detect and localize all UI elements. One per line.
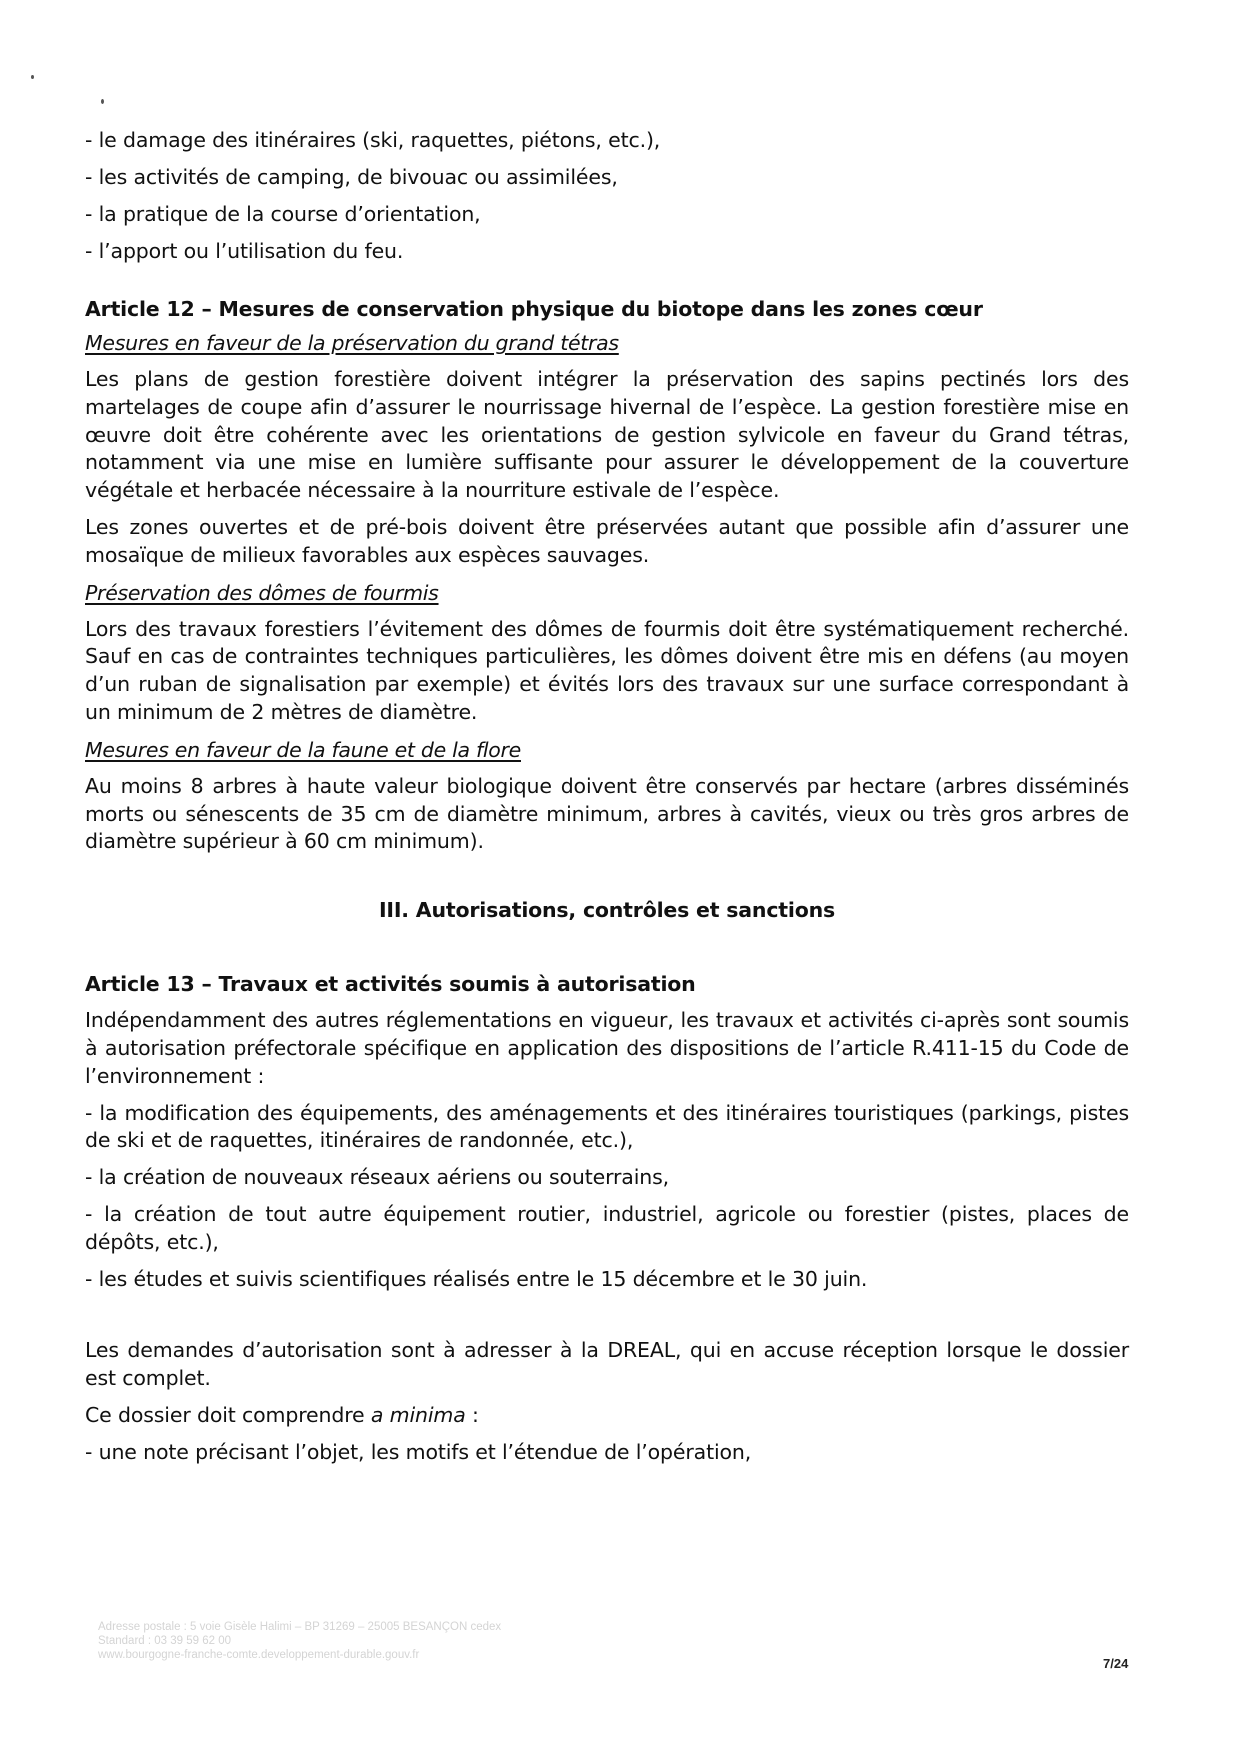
- subsection-heading: Mesures en faveur de la faune et de la flore: [85, 737, 521, 762]
- scan-speck: [31, 75, 34, 79]
- list-item: - une note précisant l’objet, les motifs et l’étendue de l’opération,: [85, 1439, 752, 1464]
- list-item: - la création de tout autre équipement routier, industriel, agricole ou forestier (pistes, places de dépôts, etc.),: [85, 1201, 1129, 1254]
- footer-address: [98, 1620, 501, 1662]
- page-number: 7/24: [1103, 1656, 1129, 1671]
- paragraph: Les plans de gestion forestière doivent intégrer la préservation des sapins pectinés lors des martelages de coupe afin d’assurer le nourrissage hivernal de l’espèce. La gestion forestière mise en œuvre doit être cohérente avec les orientations de gestion sylvicole en faveur du Grand tétras, notamment via une mise en lumière suffisante pour assurer le développement de la couverture végétale et herbacée nécessaire à la nourriture estivale de l’espèce.: [85, 367, 1129, 503]
- list-item: - la pratique de la course d’orientation,: [85, 202, 481, 226]
- scan-speck: [101, 99, 104, 104]
- paragraph: Au moins 8 arbres à haute valeur biologique doivent être conservés par hectare (arbres disséminés morts ou sénescents de 35 cm de diamètre minimum, arbres à cavités, vieux ou très gros arbres de diamètre supérieur à 60 cm minimum).: [85, 773, 1129, 854]
- footer-phone-line: Standard : 03 39 59 62 00: [98, 1635, 231, 1647]
- dossier-intro-suffix: :: [465, 1402, 479, 1427]
- dossier-intro: [85, 1402, 1129, 1430]
- subsection-heading: Mesures en faveur de la préservation du grand tétras: [85, 331, 619, 355]
- list-item: - la modification des équipements, des aménagements et des itinéraires touristiques (parkings, pistes de ski et de raquettes, itinéraires de randonnée, etc.),: [85, 1100, 1129, 1153]
- dossier-intro-italic: a minima: [370, 1402, 466, 1427]
- paragraph: Lors des travaux forestiers l’évitement des dômes de fourmis doit être systématiquement recherché. Sauf en cas de contraintes techniques particulières, les dômes doivent être mis en défens (au moyen d’un ruban de signalisation par exemple) et évités lors des travaux sur une surface correspondant à un minimum de 2 mètres de diamètre.: [85, 616, 1129, 724]
- footer-address-line: Adresse postale : 5 voie Gisèle Halimi – BP 31269 – 25005 BESANÇON cedex: [98, 1621, 502, 1633]
- article-12-title: Article 12 – Mesures de conservation physique du biotope dans les zones cœur: [85, 297, 983, 321]
- subsection-heading: Préservation des dômes de fourmis: [85, 580, 439, 605]
- section-title: III. Autorisations, contrôles et sanctions: [379, 898, 835, 923]
- list-item: - les activités de camping, de bivouac ou assimilées,: [85, 165, 618, 189]
- continued-list: [85, 126, 1129, 265]
- list-item: - la création de nouveaux réseaux aériens ou souterrains,: [85, 1165, 670, 1190]
- paragraph: Les zones ouvertes et de pré-bois doivent être préservées autant que possible afin d’assurer une mosaïque de milieux favorables aux espèces sauvages.: [85, 514, 1129, 567]
- paragraph: Indépendamment des autres réglementations en vigueur, les travaux et activités ci-après sont soumis à autorisation préfectorale spécifique en application des dispositions de l’article R.411-15 du Code de l’environnement :: [85, 1008, 1129, 1088]
- list-item: - l’apport ou l’utilisation du feu.: [85, 239, 404, 263]
- list-item: - les études et suivis scientifiques réalisés entre le 15 décembre et le 30 juin.: [85, 1266, 868, 1291]
- paragraph: Les demandes d’autorisation sont à adresser à la DREAL, qui en accuse réception lorsque le dossier est complet.: [85, 1338, 1129, 1391]
- article-13-title: Article 13 – Travaux et activités soumis à autorisation: [85, 972, 696, 997]
- article-12: [85, 295, 1129, 856]
- article-13: [85, 970, 1129, 1466]
- list-item: - le damage des itinéraires (ski, raquettes, piétons, etc.),: [85, 128, 661, 152]
- document-body: [85, 126, 1129, 1467]
- dossier-intro-prefix: Ce dossier doit comprendre: [85, 1402, 371, 1427]
- footer-website-line: www.bourgogne-franche-comte.developpement-durable.gouv.fr: [98, 1649, 420, 1661]
